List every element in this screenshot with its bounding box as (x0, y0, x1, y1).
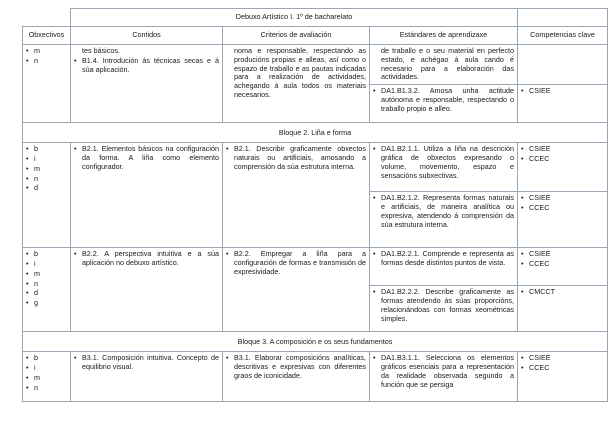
criterios-cell (223, 143, 370, 248)
competencia-item: • CSIEE (521, 194, 604, 203)
competencias-cell (518, 286, 608, 332)
contidos-cell (71, 248, 223, 332)
objective-item: • m (26, 374, 67, 383)
curriculum-table (22, 8, 608, 402)
competencia-item: • CCEC (521, 260, 604, 269)
criterios-list (226, 47, 366, 100)
contidos-item: • B2.1. Elementos básicos na configuración da forma. A liña como elemento configurador. (74, 145, 219, 171)
objective-item: • i (26, 260, 67, 269)
estandar-item: • DA1.B2.2.2. Describe graficamente as formas atendendo ás súas proporcións, relacionándoas con formas xeométricas simples. (373, 288, 514, 323)
bloque-3-heading: Bloque 3. A composición e os seus fundamentos (23, 332, 608, 352)
objective-item: • m (26, 270, 67, 279)
estandares-continuation: de traballo e o seu material en perfecto estado, e achégao á aula cando é necesario para a elaboración das actividades. (381, 46, 515, 82)
contidos-item: • B2.2. A perspectiva intuitiva e a súa aplicación no debuxo artístico. (74, 250, 219, 268)
objective-item: • g (26, 299, 67, 308)
competencias-list (521, 87, 604, 96)
competencias-list (521, 194, 604, 213)
criterios-continuation: noma e responsable, respectando as producións propias e alleas, así como o espazo de traballo e as pautas indicadas para a realización de actividades, achegando á aula todos os materiais necesarios. (234, 46, 366, 99)
table-row (23, 143, 608, 192)
competencia-item: • CSIEE (521, 145, 604, 154)
competencias-list (521, 250, 604, 269)
bloque-2-heading: Bloque 2. Liña e forma (23, 123, 608, 143)
estandar-item: • DA1.B2.1.1. Utiliza a liña na descrición gráfica de obxectos expresando o volume, movemento, espazo e sensacións subxectivas. (373, 145, 514, 180)
criterios-list (226, 354, 366, 380)
objective-item: • i (26, 364, 67, 373)
objectives-list (26, 354, 67, 392)
header-estandares: Estándares de aprendizaxe (370, 27, 518, 45)
objectives-cell (23, 352, 71, 402)
table-title: Debuxo Artístico I. 1º de bacharelato (71, 9, 518, 27)
competencias-list (521, 288, 604, 297)
competencias-cell (518, 143, 608, 192)
estandares-list (373, 87, 514, 113)
criterios-cell (223, 45, 370, 123)
estandares-cell (370, 286, 518, 332)
criterios-list (226, 250, 366, 276)
criterios-cell (223, 352, 370, 402)
bloque-row (23, 123, 608, 143)
competencias-cell (518, 352, 608, 402)
estandares-list (373, 194, 514, 229)
objective-item: • m (26, 165, 67, 174)
estandares-list (373, 145, 514, 180)
contidos-cell (71, 352, 223, 402)
objectives-list (26, 145, 67, 193)
competencias-cell (518, 248, 608, 286)
estandar-item: • DA1.B2.2.1. Comprende e representa as formas desde distintos puntos de vista. (373, 250, 514, 268)
estandares-list (373, 250, 514, 268)
criterios-cell (223, 248, 370, 332)
estandares-cell (370, 45, 518, 85)
contidos-item: • B1.4. Introdución ás técnicas secas e á súa aplicación. (74, 57, 219, 75)
competencia-item: • CSIEE (521, 250, 604, 259)
estandares-list (373, 288, 514, 323)
competencia-item: • CCEC (521, 364, 604, 373)
contidos-list (74, 354, 219, 372)
contidos-list (74, 47, 219, 74)
criterios-item: • B2.2. Empregar a liña para a configuración de formas e transmisión de expresividade. (226, 250, 366, 276)
estandares-cell (370, 352, 518, 402)
objectives-cell (23, 248, 71, 332)
contidos-cell (71, 45, 223, 123)
objectives-list (26, 250, 67, 308)
competencia-item: • CMCCT (521, 288, 604, 297)
estandares-cell (370, 85, 518, 123)
objective-item: • n (26, 175, 67, 184)
competencias-list (521, 354, 604, 373)
competencias-cell-empty (518, 45, 608, 85)
competencia-item: • CSIEE (521, 354, 604, 363)
objective-item: • n (26, 57, 67, 66)
header-contidos: Contidos (71, 27, 223, 45)
estandar-item: • DA1.B3.1.1. Selecciona os elementos gráficos esenciais para a representación da realidade observada segundo a función que se persiga (373, 354, 514, 389)
contidos-list (74, 250, 219, 268)
title-blank-cell (23, 9, 71, 27)
objectives-cell (23, 45, 71, 123)
estandares-list (373, 47, 514, 82)
competencias-cell (518, 85, 608, 123)
objective-item: • b (26, 354, 67, 363)
competencias-list (521, 145, 604, 164)
competencias-cell (518, 192, 608, 248)
estandares-cell (370, 248, 518, 286)
objective-item: • n (26, 280, 67, 289)
header-criterios: Criterios de avaliación (223, 27, 370, 45)
objective-item: • b (26, 145, 67, 154)
contidos-item: • B3.1. Composición intuitiva. Concepto de equilibrio visual. (74, 354, 219, 372)
contidos-list (74, 145, 219, 171)
estandar-item: • DA1.B2.1.2. Representa formas naturais e artificiais, de maneira analítica ou expresiva, atendendo á comprensión da súa estrutura interna. (373, 194, 514, 229)
competencia-item: • CSIEE (521, 87, 604, 96)
contidos-cell (71, 143, 223, 248)
criterios-item: • B3.1. Elaborar composicións analíticas, descritivas e expresivas con diferentes graos de iconicidade. (226, 354, 366, 380)
objectives-list (26, 47, 67, 66)
title-right-cell (518, 9, 608, 27)
table-row (23, 352, 608, 402)
competencia-item: • CCEC (521, 155, 604, 164)
estandares-cell (370, 192, 518, 248)
column-header-row (23, 27, 608, 45)
estandar-item: • DA1.B1.3.2. Amosa unha actitude autónoma e responsable, respectando o traballo propio e alleo. (373, 87, 514, 113)
objective-item: • m (26, 47, 67, 56)
competencia-item: • CCEC (521, 204, 604, 213)
estandares-cell (370, 143, 518, 192)
objectives-cell (23, 143, 71, 248)
table-row (23, 248, 608, 286)
criterios-list (226, 145, 366, 171)
header-competencias: Competencias clave (518, 27, 608, 45)
objective-item: • n (26, 384, 67, 393)
title-row (23, 9, 608, 27)
estandares-list (373, 354, 514, 389)
bloque-row (23, 332, 608, 352)
header-objectivos: Obxectivos (23, 27, 71, 45)
objective-item: • d (26, 184, 67, 193)
objective-item: • d (26, 289, 67, 298)
criterios-item: • B2.1. Describir graficamente obxectos naturais ou artificiais, amosando a comprensión da súa estrutura interna. (226, 145, 366, 171)
objective-item: • i (26, 155, 67, 164)
table-row (23, 45, 608, 85)
objective-item: • b (26, 250, 67, 259)
contidos-continuation: tes básicos. (82, 46, 120, 55)
